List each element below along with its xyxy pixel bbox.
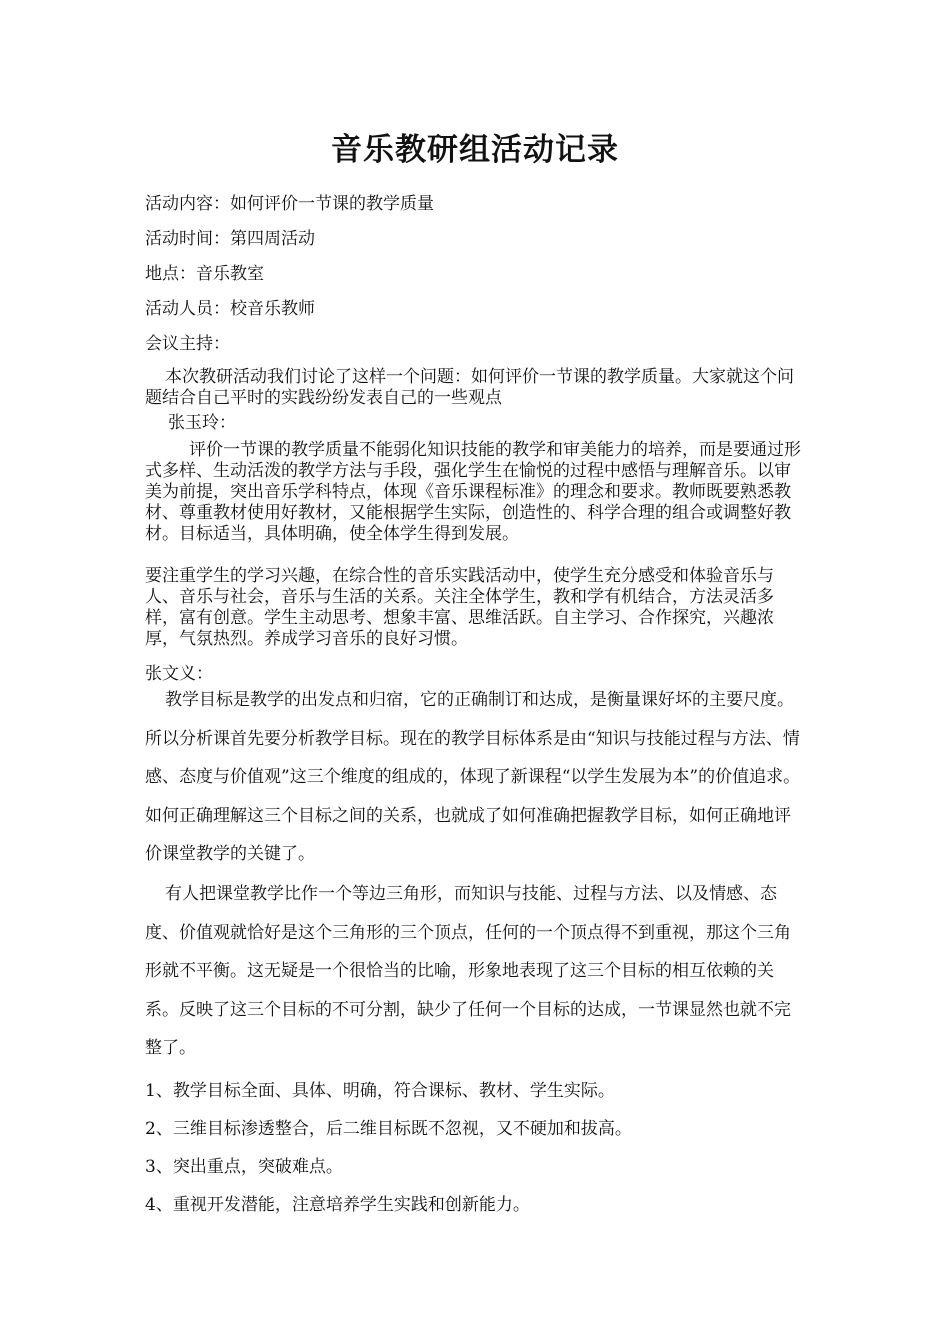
speaker-paragraph: 评价一节课的教学质量不能弱化知识技能的教学和审美能力的培养，而是要通过形式多样、生动活泼的教学方法与手段，强化学生在愉悦的过程中感悟与理解音乐。以审美为前提，突出音乐学科特点，体现《音乐课程标准》的理念和要求。教师既要熟悉教材、尊重教材使用好教材，又能根据学生实际，创造性的、科学合理的组合或调整好教材。目标适当，具体明确，使全体学生得到发展。 [145,440,801,544]
info-activity-content: 活动内容：如何评价一节课的教学质量 [145,194,434,214]
list-item: 3、突出重点，突破难点。 [145,1157,343,1177]
speaker-name: 张玉玲： [168,413,236,433]
document-title: 音乐教研组活动记录 [331,132,619,168]
info-host: 会议主持： [145,334,230,354]
info-location: 地点：音乐教室 [145,264,264,284]
list-item: 4、重视开发潜能，注意培养学生实践和创新能力。 [145,1195,530,1215]
list-item: 1、教学目标全面、具体、明确，符合课标、教材、学生实际。 [145,1081,615,1101]
info-participants: 活动人员：校音乐教师 [145,299,315,319]
speaker-paragraph: 有人把课堂教学比作一个等边三角形，而知识与技能、过程与方法、以及情感、态度、价值观就恰好是这个三角形的三个顶点，任何的一个顶点得不到重视，那这个三角形就不平衡。这无疑是一个很恰当的比喻，形象地表现了这三个目标的相互依赖的关系。反映了这三个目标的不可分割，缺少了任何一个目标的达成，一节课显然也就不完整了。 [145,884,791,1058]
speaker-paragraph: 教学目标是教学的出发点和归宿，它的正确制订和达成，是衡量课好坏的主要尺度。所以分析课首先要分析教学目标。现在的教学目标体系是由“知识与技能过程与方法、情感、态度与价值观”这三个维度的组成的，体现了新课程“以学生发展为本”的价值追求。如何正确理解这三个目标之间的关系，也就成了如何准确把握教学目标，如何正确地评价课堂教学的关键了。 [145,690,801,864]
speaker-paragraph: 要注重学生的学习兴趣，在综合性的音乐实践活动中，使学生充分感受和体验音乐与人、音乐与社会，音乐与生活的关系。关注全体学生，教和学有机结合，方法灵活多样，富有创意。学生主动思考、想象丰富、思维活跃。自主学习、合作探究，兴趣浓厚，气氛热烈。养成学习音乐的良好习惯。 [145,566,774,649]
intro-paragraph: 本次教研活动我们讨论了这样一个问题：如何评价一节课的教学质量。大家就这个问题结合自己平时的实践纷纷发表自己的一些观点 [145,367,794,408]
list-item: 2、三维目标渗透整合，后二维目标既不忽视，又不硬加和拔高。 [145,1119,632,1139]
info-activity-time: 活动时间：第四周活动 [145,229,315,249]
speaker-name: 张文义： [145,664,213,684]
